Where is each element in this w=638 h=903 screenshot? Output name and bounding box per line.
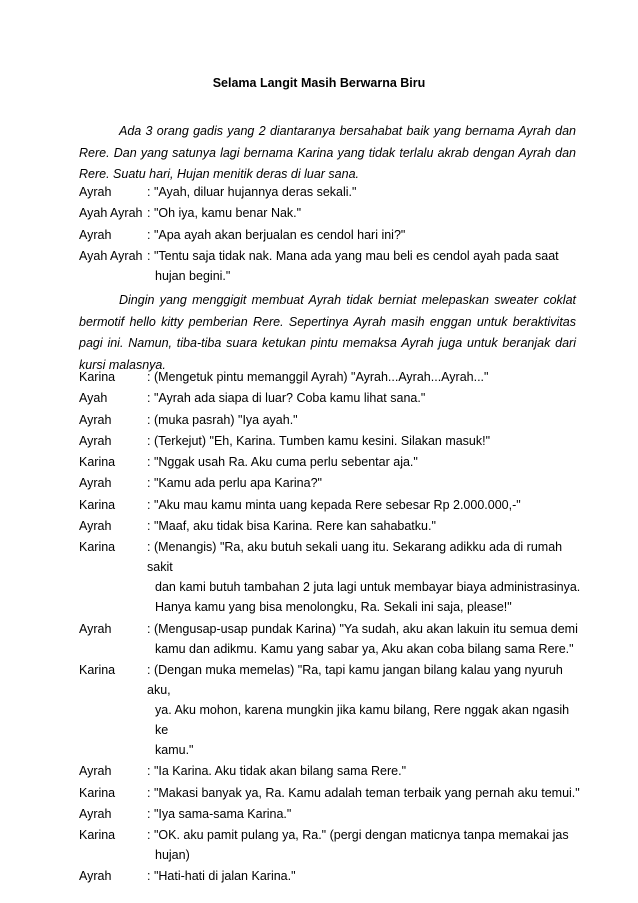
speaker-name: Karina [79,497,116,512]
dialogue-text-line: : (Mengetuk pintu memanggil Ayrah) "Ayrah...Ayrah...Ayrah..." [147,370,489,384]
dialogue-line [79,495,589,515]
dialogue-text [147,495,589,515]
speaker-name: Karina [79,662,116,677]
speaker-name: Karina [79,540,116,555]
dialogue-text-line: : "Nggak usah Ra. Aku cuma perlu sebentar aja." [147,455,418,470]
dialogue-text-line: : (Menangis) "Ra, aku butuh sekali uang itu. Sekarang adikku ada di rumah sakit [147,540,563,575]
narrative-paragraph-1: Ada 3 orang gadis yang 2 diantaranya bersahabat baik yang bernama Ayrah dan Rere. Dan yang satunya lagi bernama Karina yang tidak terlalu akrab dengan Ayrah dan Rere. Suatu hari, Hujan menitik deras di luar sana. [79,124,576,182]
speaker-name: Ayah Ayrah [79,248,143,263]
dialogue-text-line: : "Tentu saja tidak nak. Mana ada yang mau beli es cendol ayah pada saat [147,248,559,263]
dialogue-text [147,225,589,245]
dialogue-text-line: : "Makasi banyak ya, Ra. Kamu adalah teman terbaik yang pernah aku temui." [147,785,580,800]
dialogue-text-line: hujan begini." [155,268,231,283]
dialogue-text [147,619,589,659]
dialogue-text-line: : "Ia Karina. Aku tidak akan bilang sama Rere." [147,764,407,779]
dialogue-text [147,410,589,430]
dialogue-text-line: : (Mengusap-usap pundak Karina) "Ya sudah, aku akan lakuin itu semua demi [147,621,578,636]
speaker-name: Ayrah [79,412,112,427]
narrative-paragraph-2: Dingin yang menggigit membuat Ayrah tidak berniat melepaskan sweater coklat bermotif hello kitty pemberian Rere. Sepertinya Ayrah masih enggan untuk beraktivitas pagi ini. Namun, tiba-tiba suara ketukan pintu memaksa Ayrah juga untuk beranjak dari kursi malasnya. [79,293,576,372]
document-title: Selama Langit Masih Berwarna Biru [212,76,426,90]
speaker-name: Karina [79,828,116,843]
dialogue-line [79,388,589,408]
dialogue-line [79,452,589,472]
dialogue-line [79,182,589,202]
dialogue-text-line: : (Terkejut) "Eh, Karina. Tumben kamu kesini. Silakan masuk!" [147,433,491,448]
dialogue-text [147,804,589,824]
dialogue-text-line: : "OK. aku pamit pulang ya, Ra." (pergi dengan maticnya tanpa memakai jas [147,828,569,843]
dialogue-line [79,225,589,245]
dialogue-text-line: : "Ayrah ada siapa di luar? Coba kamu lihat sana." [147,391,426,406]
speaker-name: Ayrah [79,621,112,636]
dialogue-line [79,660,589,760]
dialogue-line [79,537,589,617]
dialogue-text [147,246,589,286]
dialogue-text [147,825,589,865]
dialogue-line [79,410,589,430]
dialogue-text [147,761,589,781]
dialogue-text-line: : "Oh iya, kamu benar Nak." [147,206,302,221]
dialogue-text-line: dan kami butuh tambahan 2 juta lagi untuk membayar biaya administrasinya. [155,580,581,595]
speaker-name: Karina [79,370,116,384]
dialogue-text [147,783,589,803]
dialogue-text-line: : "Kamu ada perlu apa Karina?" [147,476,322,491]
dialogue-text-line: : "Maaf, aku tidak bisa Karina. Rere kan sahabatku." [147,519,436,534]
dialogue-text-line: : "Hati-hati di jalan Karina." [147,869,296,884]
dialogue-line [79,203,589,223]
dialogue-line [79,473,589,493]
dialogue-line [79,516,589,536]
dialogue-text [147,367,589,387]
speaker-name: Ayrah [79,433,112,448]
speaker-name: Ayrah [79,185,112,199]
dialogue-text-line: ya. Aku mohon, karena mungkin jika kamu bilang, Rere nggak akan ngasih ke [155,702,570,737]
dialogue-text-line: : (Dengan muka memelas) "Ra, tapi kamu jangan bilang kalau yang nyuruh aku, [147,662,563,697]
dialogue-text [147,388,589,408]
dialogue-text [147,473,589,493]
dialogue-text [147,452,589,472]
dialogue-line [79,761,589,781]
dialogue-text [147,516,589,536]
dialogue-block-2 [79,367,589,888]
dialogue-line [79,866,589,886]
dialogue-line [79,804,589,824]
dialogue-text-line: : "Iya sama-sama Karina." [147,806,292,821]
dialogue-text-line: : "Aku mau kamu minta uang kepada Rere sebesar Rp 2.000.000,-" [147,497,521,512]
dialogue-text [147,203,589,223]
dialogue-text [147,182,589,202]
dialogue-line [79,246,589,286]
speaker-name: Ayah [79,391,108,406]
dialogue-text-line: : (muka pasrah) "Iya ayah." [147,412,298,427]
dialogue-text [147,431,589,451]
dialogue-text-line: Hanya kamu yang bisa menolongku, Ra. Sekali ini saja, please!" [155,600,512,615]
speaker-name: Ayrah [79,519,112,534]
speaker-name: Karina [79,785,116,800]
speaker-name: Ayrah [79,806,112,821]
dialogue-line [79,783,589,803]
dialogue-text-line: : "Ayah, diluar hujannya deras sekali." [147,185,357,199]
dialogue-text-line: kamu." [155,742,194,757]
dialogue-line [79,619,589,659]
dialogue-text-line: kamu dan adikmu. Kamu yang sabar ya, Aku akan coba bilang sama Rere." [155,641,574,656]
dialogue-block-1 [79,182,589,287]
speaker-name: Ayrah [79,227,112,242]
dialogue-text-line: hujan) [155,848,190,863]
dialogue-text [147,537,589,617]
dialogue-text-line: : "Apa ayah akan berjualan es cendol hari ini?" [147,227,406,242]
dialogue-text [147,660,589,760]
dialogue-line [79,825,589,865]
dialogue-line [79,367,589,387]
dialogue-line [79,431,589,451]
speaker-name: Karina [79,455,116,470]
dialogue-text [147,866,589,886]
speaker-name: Ayah Ayrah [79,206,143,221]
speaker-name: Ayrah [79,764,112,779]
speaker-name: Ayrah [79,476,112,491]
speaker-name: Ayrah [79,869,112,884]
